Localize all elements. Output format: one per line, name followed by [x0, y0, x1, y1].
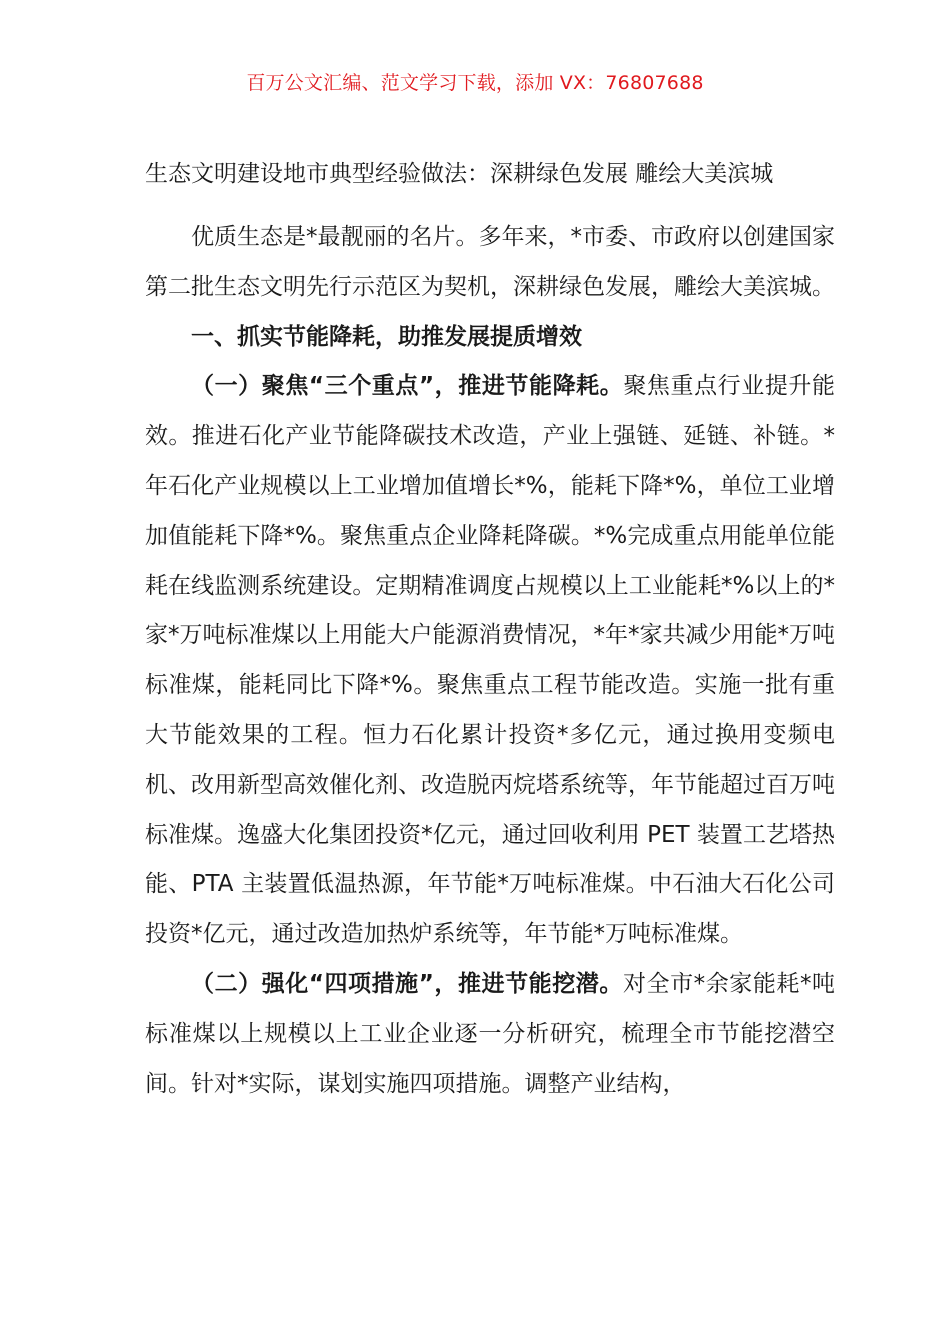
document-body [145, 213, 835, 1109]
watermark-header: 百万公文汇编、范文学习下载，添加 VX：76807688 [246, 72, 704, 94]
subsection-1-text: 聚焦重点行业提升能效。推进石化产业节能降碳技术改造，产业上强链、延链、补链。*年石化产业规模以上工业增加值增长*%，能耗下降*%，单位工业增加值能耗下降*%。聚焦重点企业降耗降碳。*%完成重点用能单位能耗在线监测系统建设。定期精准调度占规模以上工业能耗*%以上的*家*万吨标准煤以上用能大户能源消费情况，*年*家共减少用能*万吨标准煤，能耗同比下降*%。聚焦重点工程节能改造。实施一批有重大节能效果的工程。恒力石化累计投资*多亿元，通过换用变频电机、改用新型高效催化剂、改造脱丙烷塔系统等，年节能超过百万吨标准煤。逸盛大化集团投资*亿元，通过回收利用 PET 装置工艺塔热能、PTA 主装置低温热源，年节能*万吨标准煤。中石油大石化公司投资*亿元，通过改造加热炉系统等，年节能*万吨标准煤。 [145, 373, 835, 948]
section-heading: 一、抓实节能降耗，助推发展提质增效 [191, 323, 582, 350]
subsection-1-lead: （一）聚焦“三个重点”，推进节能降耗。 [191, 373, 624, 400]
subsection-1-paragraph [145, 362, 835, 960]
document-title: 生态文明建设地市典型经验做法：深耕绿色发展 雕绘大美滨城 [145, 161, 774, 187]
intro-paragraph: 优质生态是*最靓丽的名片。多年来，*市委、市政府以创建国家第二批生态文明先行示范区为契机，深耕绿色发展，雕绘大美滨城。 [145, 224, 835, 300]
subsection-2-lead: （二）强化“四项措施”，推进节能挖潜。 [191, 970, 623, 997]
subsection-2-text: 对全市*余家能耗*吨标准煤以上规模以上工业企业逐一分析研究，梳理全市节能挖潜空间。针对*实际，谋划实施四项措施。调整产业结构， [145, 970, 836, 1097]
subsection-2-paragraph [145, 960, 835, 1109]
